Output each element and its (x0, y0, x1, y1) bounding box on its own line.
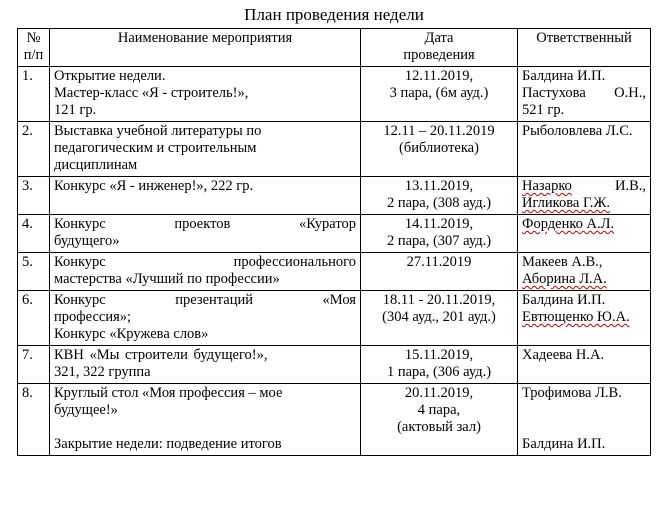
row-num: 7. (18, 346, 50, 384)
events-table (17, 28, 651, 456)
date-cell: 18.11 - 20.11.2019, (304 ауд., 201 ауд.) (361, 291, 518, 346)
event-cell: Конкурс профессионального мастерства «Лучший по профессии» (50, 253, 361, 291)
responsible-cell: Трофимова Л.В. Балдина И.П. (518, 384, 651, 456)
table-row (18, 215, 651, 253)
date-cell: 15.11.2019, 1 пара, (306 ауд.) (361, 346, 518, 384)
event-cell: Конкурс «Я - инженер!», 222 гр. (50, 177, 361, 215)
row-num: 6. (18, 291, 50, 346)
row-num: 2. (18, 122, 50, 177)
table-row (18, 122, 651, 177)
table-row (18, 253, 651, 291)
responsible-cell: Форденко А.Л. (518, 215, 651, 253)
table-row (18, 384, 651, 456)
row-num: 8. (18, 384, 50, 456)
responsible-cell: Балдина И.П. Евтющенко Ю.А. (518, 291, 651, 346)
row-num: 5. (18, 253, 50, 291)
header-date: Дата проведения (361, 29, 518, 67)
responsible-cell: Макеев А.В., Аборина Л.А. (518, 253, 651, 291)
date-cell: 12.11 – 20.11.2019 (библиотека) (361, 122, 518, 177)
event-cell: Открытие недели. Мастер-класс «Я - строитель!», 121 гр. (50, 67, 361, 122)
date-cell: 20.11.2019, 4 пара, (актовый зал) (361, 384, 518, 456)
page-title: План проведения недели (244, 5, 424, 24)
table-row (18, 291, 651, 346)
header-responsible: Ответственный (518, 29, 651, 67)
date-cell: 27.11.2019 (361, 253, 518, 291)
event-cell: КВН «Мы строители будущего!», 321, 322 группа (50, 346, 361, 384)
responsible-cell: Рыболовлева Л.С. (518, 122, 651, 177)
row-num: 3. (18, 177, 50, 215)
event-cell: Выставка учебной литературы по педагогическим и строительным дисциплинам (50, 122, 361, 177)
responsible-cell: Балдина И.П. Пастухова О.Н., 521 гр. (518, 67, 651, 122)
responsible-cell: Хадеева Н.А. (518, 346, 651, 384)
row-num: 4. (18, 215, 50, 253)
date-cell: 13.11.2019, 2 пара, (308 ауд.) (361, 177, 518, 215)
header-row (18, 29, 651, 67)
event-cell: Круглый стол «Моя профессия – мое будущее!» Закрытие недели: подведение итогов (50, 384, 361, 456)
event-cell: Конкурс презентаций «Моя профессия»; Конкурс «Кружева слов» (50, 291, 361, 346)
row-num: 1. (18, 67, 50, 122)
date-cell: 12.11.2019, 3 пара, (6м ауд.) (361, 67, 518, 122)
responsible-cell: Назарко И.В., Игликова Г.Ж. (518, 177, 651, 215)
table-row (18, 177, 651, 215)
event-cell: Конкурс проектов «Куратор будущего» (50, 215, 361, 253)
header-num: № п/п (18, 29, 50, 67)
table-row (18, 346, 651, 384)
header-event: Наименование мероприятия (50, 29, 361, 67)
table-row (18, 67, 651, 122)
date-cell: 14.11.2019, 2 пара, (307 ауд.) (361, 215, 518, 253)
